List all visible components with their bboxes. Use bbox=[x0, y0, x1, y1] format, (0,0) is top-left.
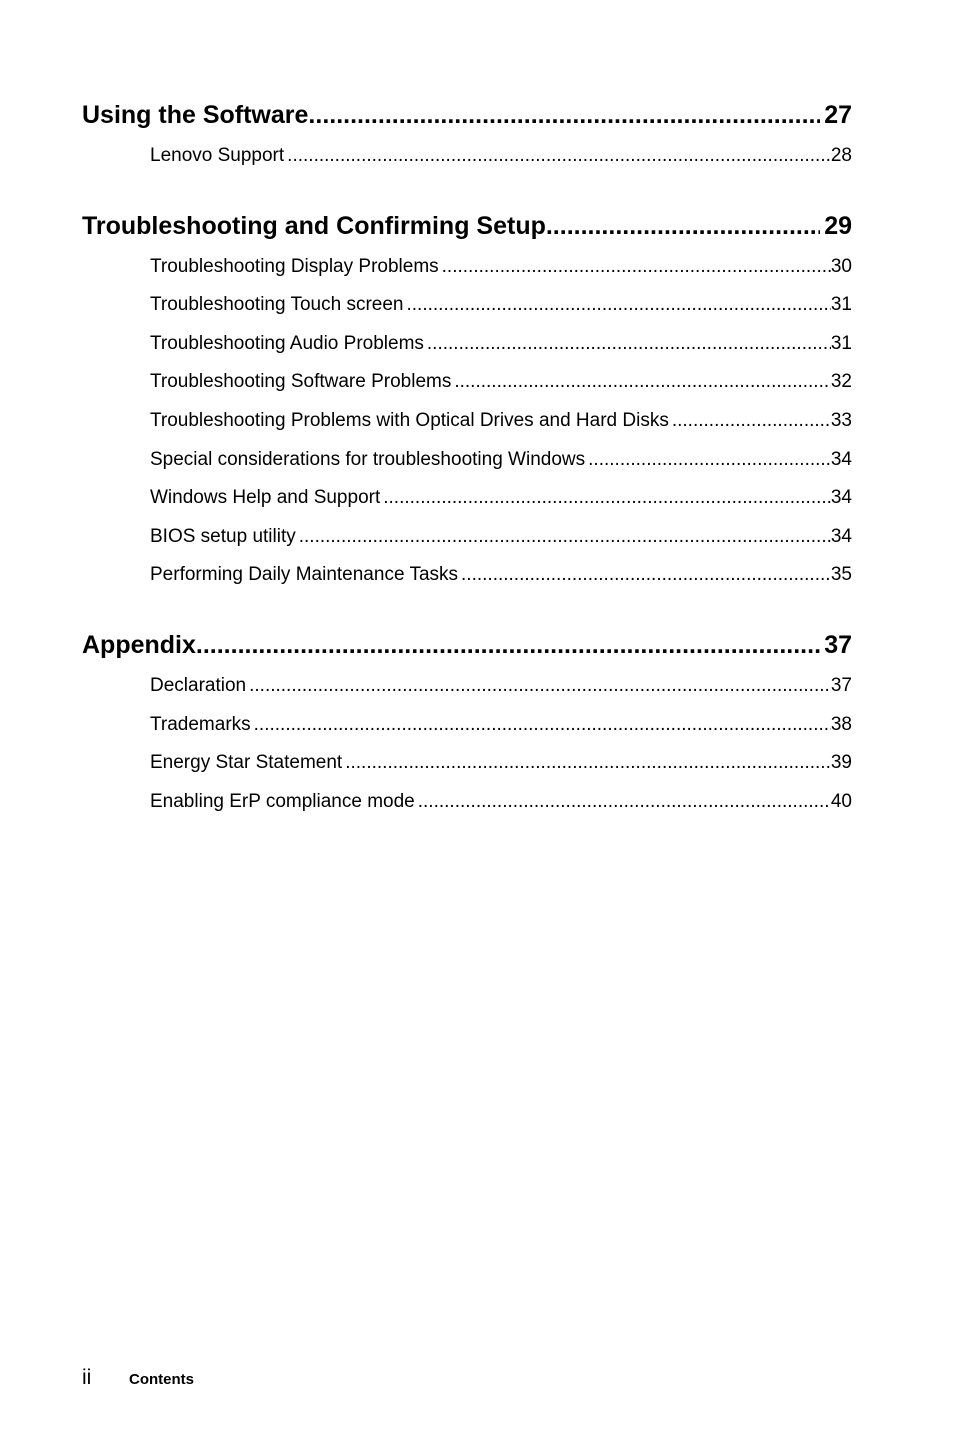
toc-entry[interactable] bbox=[150, 248, 852, 287]
toc-entry[interactable] bbox=[150, 706, 852, 745]
dot-leader bbox=[308, 95, 820, 135]
toc-heading-title: Troubleshooting and Confirming Setup bbox=[82, 211, 546, 240]
toc-section-using-the-software bbox=[82, 95, 852, 176]
toc-heading-page: 37 bbox=[824, 630, 852, 659]
toc-entry[interactable] bbox=[150, 556, 852, 595]
dot-leader bbox=[454, 363, 831, 402]
toc-section-appendix bbox=[82, 625, 852, 821]
toc-entry[interactable] bbox=[150, 325, 852, 364]
toc-heading[interactable] bbox=[82, 206, 852, 246]
toc-entry-title: Troubleshooting Problems with Optical Drives and Hard Disks bbox=[150, 409, 669, 431]
toc-entry-page: 33 bbox=[830, 409, 852, 431]
toc-entry-title: Declaration bbox=[150, 674, 247, 696]
dot-leader bbox=[203, 625, 820, 665]
dot-leader bbox=[588, 441, 831, 480]
toc-entry-title: Troubleshooting Audio Problems bbox=[150, 332, 424, 354]
toc-heading-title: Using the Software bbox=[82, 101, 309, 129]
dot-leader bbox=[442, 248, 831, 287]
footer-label: Contents bbox=[129, 1371, 194, 1388]
toc-entry[interactable] bbox=[150, 783, 852, 822]
toc-entry-page: 31 bbox=[830, 294, 852, 316]
toc-entry-page: 40 bbox=[830, 790, 852, 812]
dot-leader bbox=[345, 744, 831, 783]
dot-leader bbox=[407, 286, 831, 325]
dot-leader bbox=[287, 137, 831, 176]
toc-entry-page: 34 bbox=[830, 448, 852, 470]
toc-entry[interactable] bbox=[150, 363, 852, 402]
dot-leader bbox=[299, 518, 831, 557]
dot-leader bbox=[418, 783, 831, 822]
toc-entry-page: 31 bbox=[830, 332, 852, 354]
table-of-contents bbox=[82, 95, 852, 851]
toc-entry-title: Lenovo Support bbox=[150, 145, 285, 166]
toc-entry[interactable] bbox=[150, 518, 852, 557]
dot-leader bbox=[461, 556, 831, 595]
toc-entry-title: Troubleshooting Display Problems bbox=[150, 255, 439, 277]
toc-entry-title: Energy Star Statement bbox=[150, 752, 343, 774]
footer-page-number: ii bbox=[82, 1366, 92, 1389]
toc-entry-title: Special considerations for troubleshooting Windows bbox=[150, 448, 586, 470]
dot-leader bbox=[427, 325, 831, 364]
toc-entry-title: Trademarks bbox=[150, 713, 251, 735]
toc-heading-title: Appendix. bbox=[82, 630, 203, 659]
toc-entry[interactable] bbox=[150, 137, 852, 176]
dot-leader bbox=[249, 667, 831, 706]
toc-entry[interactable] bbox=[150, 441, 852, 480]
dot-leader bbox=[254, 706, 831, 745]
toc-entry[interactable] bbox=[150, 744, 852, 783]
dot-leader bbox=[546, 206, 820, 246]
toc-entry[interactable] bbox=[150, 286, 852, 325]
toc-entry-page: 37 bbox=[830, 674, 852, 696]
dot-leader bbox=[383, 479, 831, 518]
toc-entry-page: 28 bbox=[830, 145, 852, 166]
toc-entry-page: 30 bbox=[830, 255, 852, 277]
toc-entry-page: 32 bbox=[830, 371, 852, 393]
toc-entry[interactable] bbox=[150, 667, 852, 706]
toc-heading-page: 29 bbox=[824, 211, 852, 240]
toc-entry-page: 34 bbox=[830, 525, 852, 547]
toc-entry[interactable] bbox=[150, 479, 852, 518]
toc-entry-title: Performing Daily Maintenance Tasks bbox=[150, 564, 459, 586]
toc-heading[interactable] bbox=[82, 625, 852, 665]
toc-entry[interactable] bbox=[150, 402, 852, 441]
toc-entry-page: 39 bbox=[830, 752, 852, 774]
toc-entry-title: BIOS setup utility bbox=[150, 525, 296, 547]
toc-entry-page: 35 bbox=[830, 564, 852, 586]
toc-section-troubleshooting bbox=[82, 206, 852, 595]
toc-heading[interactable] bbox=[82, 95, 852, 135]
toc-entry-title: Troubleshooting Touch screen bbox=[150, 294, 404, 316]
toc-entry-page: 38 bbox=[830, 713, 852, 735]
toc-heading-page: 27 bbox=[824, 101, 852, 129]
page-footer bbox=[82, 1366, 194, 1390]
toc-entry-title: Enabling ErP compliance mode bbox=[150, 790, 415, 812]
toc-entry-title: Windows Help and Support bbox=[150, 487, 381, 509]
toc-entry-title: Troubleshooting Software Problems bbox=[150, 371, 452, 393]
dot-leader bbox=[672, 402, 831, 441]
toc-entry-page: 34 bbox=[830, 487, 852, 509]
